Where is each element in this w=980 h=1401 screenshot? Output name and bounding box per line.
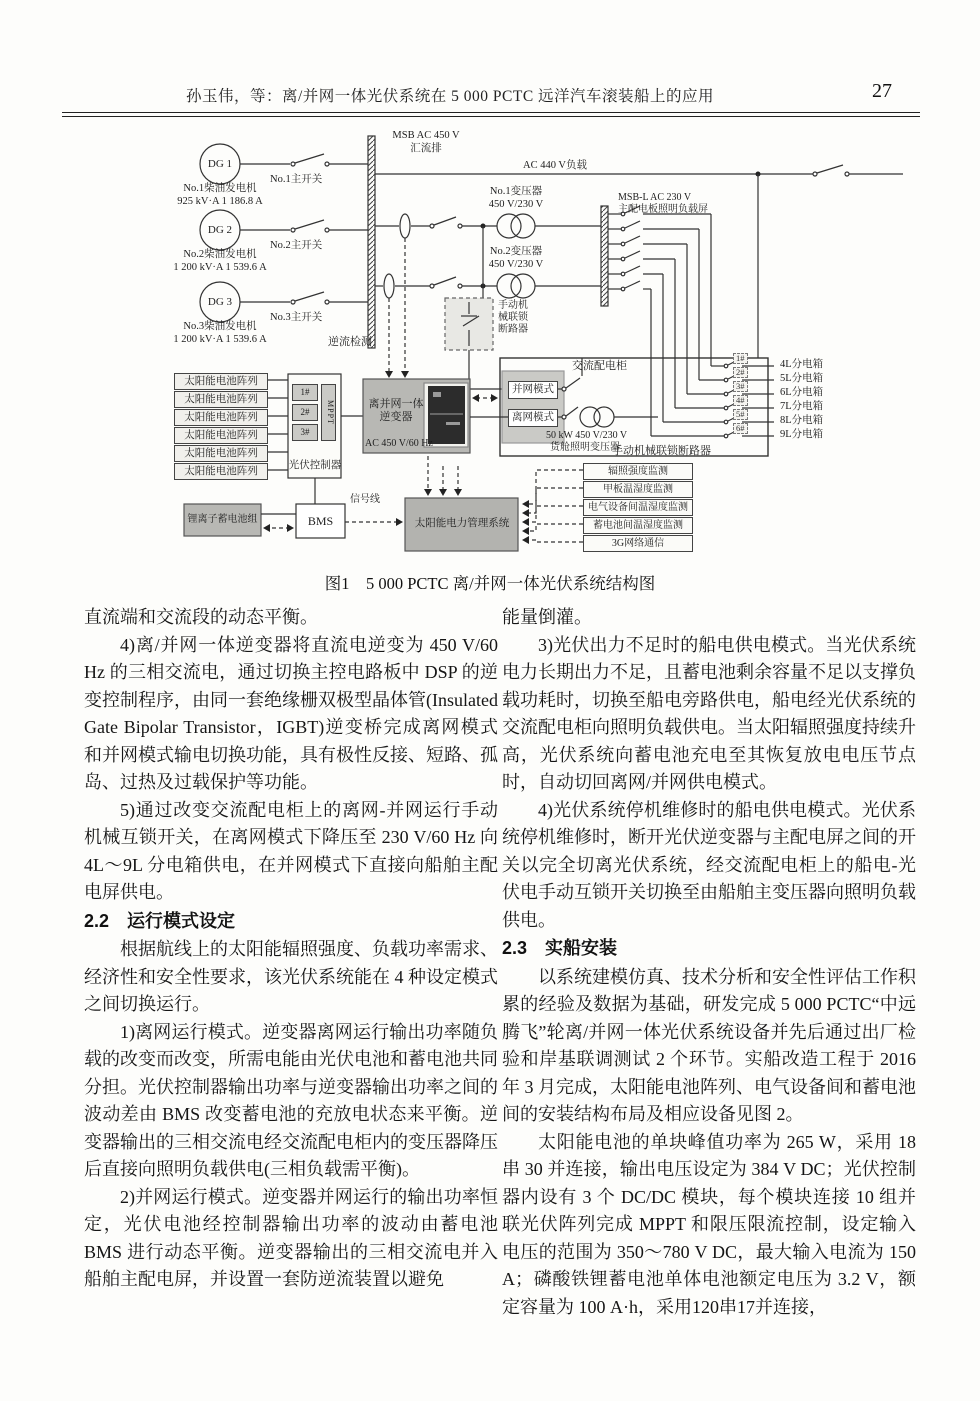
inverter-name2: 逆变器	[379, 411, 413, 424]
generator-dg2: DG 2	[207, 224, 233, 236]
monitor-electrical-room: 电气设备间温湿度监测	[583, 499, 693, 516]
interlock-breaker-top-label	[498, 300, 528, 336]
paragraph: 5)通过改变交流配电柜上的离网-并网运行手动机械互锁开关，在离网模式下降压至 230 V/60 Hz 向 4L～9L 分电箱供电，在并网模式下直接向船舶主配电屏供电。	[84, 799, 498, 902]
main-busbar-label	[371, 130, 481, 155]
controller-module-3: 3#	[292, 424, 318, 441]
interlock-line2: 械联锁	[498, 312, 528, 323]
lighting-busbar-line2: 主配电板照明负载屏	[618, 204, 708, 215]
dist-box-6L: 6L分电箱	[780, 387, 824, 398]
breaker-tag-2: 2#	[733, 367, 748, 378]
dg1-rating: 925 kV·A 1 186.8 A	[177, 195, 263, 207]
inverter-output-label: AC 450 V/60 Hz	[365, 438, 433, 449]
solar-array-box: 太阳能电池阵列	[174, 445, 268, 462]
dg3-switch-label: No.3主开关	[270, 312, 323, 323]
pv-controller-label: 光伏控制器	[288, 460, 342, 471]
paragraph: 2)并网运行模式。逆变器并网运行的输出功率恒定，光伏电池经控制器输出功率的波动由蓄电池 BMS 进行动态平衡。逆变器输出的三相交流电并入船舶主配电屏，并设置一套防逆流装置以避免	[84, 1186, 498, 1289]
figure-caption: 图1 5 000 PCTC 离/并网一体光伏系统结构图	[324, 574, 656, 593]
main-busbar-line2: 汇流排	[410, 142, 442, 154]
main-busbar-line1: MSB AC 450 V	[392, 130, 460, 141]
inverter-name1: 离并网一体	[368, 398, 424, 410]
transformer2-name: No.2变压器	[489, 246, 543, 257]
manual-interlock-label: 手动机械联锁断路器	[612, 445, 711, 457]
dg3-name: No.3柴油发电机	[183, 321, 257, 332]
breaker-tag-6: 6#	[733, 423, 748, 434]
breaker-tag-3: 3#	[733, 381, 748, 392]
dist-box-8L: 8L分电箱	[780, 415, 824, 426]
paragraph: 1)离网运行模式。逆变器离网运行输出功率随负载的改变而改变，所需电能由光伏电池和蓄电池共同分担。光伏控制器输出功率与逆变器输出功率之间的波动差由 BMS 改变蓄电池的充放电状态来平衡。逆变器输出的三相交流电经交流配电柜内的变压器降压后直接向照明负载供电(三相负载需平衡)。	[84, 1021, 498, 1179]
dist-box-4L: 4L分电箱	[780, 359, 824, 370]
controller-module-1: 1#	[292, 384, 318, 401]
cargo-transformer-rating: 50 kW 450 V/230 V	[546, 430, 628, 441]
dg2-rating: 1 200 kV·A 1 539.6 A	[173, 261, 267, 273]
breaker-tag-4: 4#	[733, 395, 748, 406]
dg2-switch-label: No.2主开关	[270, 240, 323, 251]
dg1-switch-label: No.1主开关	[270, 174, 323, 185]
lighting-busbar-line1: MSB-L AC 230 V	[618, 192, 692, 203]
dg2-name: No.2柴油发电机	[183, 249, 257, 260]
dg3-caption	[130, 321, 310, 346]
dg1-name: No.1柴油发电机	[183, 183, 257, 194]
monitor-deck: 甲板温湿度监测	[583, 481, 693, 498]
inverter-name	[365, 398, 427, 424]
monitor-irradiance: 辐照强度监测	[583, 463, 693, 480]
lighting-busbar-label	[618, 192, 708, 216]
controller-module-2: 2#	[292, 404, 318, 421]
transformer2-rating: 450 V/230 V	[488, 258, 544, 270]
interlock-line1: 手动机	[498, 300, 528, 311]
transformer2-label	[471, 246, 561, 271]
monitor-battery-room: 蓄电池间温湿度监测	[583, 517, 693, 534]
dist-box-7L: 7L分电箱	[780, 401, 824, 412]
header-rule	[62, 112, 920, 117]
cargo-transformer-name: 货舱照明变压器	[550, 442, 620, 453]
page-number: 27	[872, 80, 892, 102]
mppt-strip: MPPT	[321, 384, 336, 441]
reverse-current-label: 逆流检测	[328, 336, 372, 348]
generator-dg1: DG 1	[207, 158, 233, 170]
battery-pack-label: 锂离子蓄电池组	[187, 514, 258, 525]
solar-array-box: 太阳能电池阵列	[174, 463, 268, 480]
grid-mode-box: 并网模式	[508, 381, 558, 399]
transformer1-rating: 450 V/230 V	[488, 198, 544, 210]
offgrid-mode-box: 离网模式	[508, 409, 558, 427]
section-heading-2-3: 2.3 实船安装	[502, 938, 618, 958]
dg1-caption	[130, 183, 310, 208]
paragraph: 4)离/并网一体逆变器将直流电逆变为 450 V/60 Hz 的三相交流电，通过切换主控电路板中 DSP 的逆变控制程序，由同一套绝缘栅双极型晶体管(Insulated Gate Bipolar Transistor，IGBT)逆变桥完成离网模式和并网模式输电切换功能，具有极性反接、短路、孤岛、过热及过载保护等功能。	[84, 634, 498, 792]
paragraph: 3)光伏出力不足时的船电供电模式。当光伏系统电力长期出力不足，且蓄电池剩余容量不足以支撑负载功耗时，切换至船电旁路供电，船电经光伏系统的交流配电柜向照明负载供电。当太阳辐照强度持续升高，光伏系统向蓄电池充电至其恢复放电电压节点时，自动切回离网/并网供电模式。	[502, 634, 916, 792]
paragraph: 能量倒灌。	[502, 607, 592, 627]
solar-array-box: 太阳能电池阵列	[174, 391, 268, 408]
paragraph: 4)光伏系统停机维修时的船电供电模式。光伏系统停机维修时，断开光伏逆变器与主配电屏之间的开关以完全切离光伏系统，经交流配电柜上的船电-光伏电手动互锁开关切换至由船舶主变压器向照明负载供电。	[502, 799, 916, 930]
ac440-load-label: AC 440 V负载	[523, 160, 587, 171]
solar-array-box: 太阳能电池阵列	[174, 427, 268, 444]
generator-dg3: DG 3	[207, 296, 233, 308]
breaker-tag-5: 5#	[733, 409, 748, 420]
right-column	[502, 604, 916, 1321]
section-heading-2-2: 2.2 运行模式设定	[84, 910, 236, 931]
pms-label: 太阳能电力管理系统	[414, 518, 510, 529]
dg3-rating: 1 200 kV·A 1 539.6 A	[173, 333, 267, 345]
signal-line-label: 信号线	[350, 494, 380, 505]
solar-array-box: 太阳能电池阵列	[174, 409, 268, 426]
ac-cabinet-label: 交流配电柜	[572, 360, 627, 372]
interlock-line3: 断路器	[498, 324, 528, 335]
paragraph: 根据航线上的太阳能辐照强度、负载功率需求、经济性和安全性要求，该光伏系统能在 4 种设定模式之间切换运行。	[84, 939, 498, 1014]
dist-box-9L: 9L分电箱	[780, 429, 824, 440]
paragraph: 以系统建模仿真、技术分析和安全性评估工作积累的经验及数据为基础，研发完成 5 000 PCTC“中远腾飞”轮离/并网一体光伏系统设备并先后通过出厂检验和岸基联调测试 2 个环节。实船改造工程于 2016 年 3 月完成，太阳能电池阵列、电气设备间和蓄电池间的安装结构布局及相应设备见图 2。	[502, 966, 916, 1124]
left-column	[84, 604, 498, 1294]
paragraph: 太阳能电池的单块峰值功率为 265 W，采用 18 串 30 并连接，输出电压设定为 384 V DC；光伏控制器内设有 3 个 DC/DC 模块，每个模块连接 10 组并联光伏阵列完成 MPPT 和限压限流控制，设定输入电压的范围为 350～780 V DC，最大输入电流为 150 A；磷酸铁锂蓄电池单体电池额定电压为 3.2 V，额定容量为 100 A·h，采用120串17并连接，	[502, 1131, 916, 1317]
transformer1-label	[471, 186, 561, 211]
solar-array-box: 太阳能电池阵列	[174, 373, 268, 390]
monitor-3g: 3G网络通信	[583, 535, 693, 552]
paragraph: 直流端和交流段的动态平衡。	[84, 607, 318, 627]
breaker-tag-1: 1#	[733, 353, 748, 364]
running-title: 孙玉伟，等：离/并网一体光伏系统在 5 000 PCTC 远洋汽车滚装船上的应用	[185, 88, 715, 105]
dist-box-5L: 5L分电箱	[780, 373, 824, 384]
dg2-caption	[130, 249, 310, 274]
transformer1-name: No.1变压器	[489, 186, 543, 197]
figure-1-diagram	[78, 126, 923, 566]
bms-label: BMS	[307, 514, 334, 528]
